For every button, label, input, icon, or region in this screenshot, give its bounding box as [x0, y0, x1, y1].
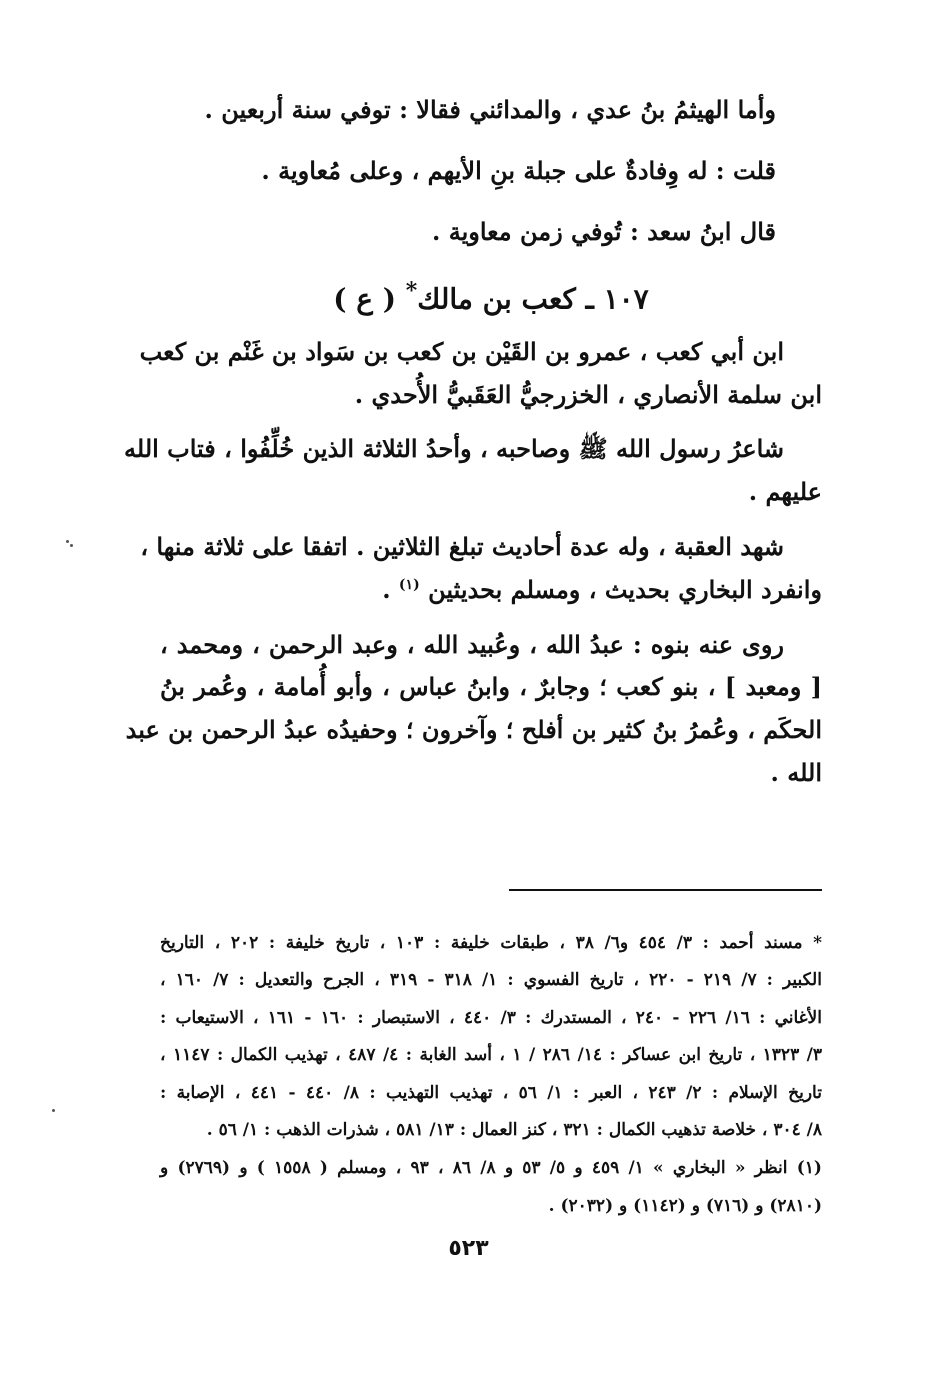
- footnote-ref: (١): [398, 576, 420, 593]
- notes-section: [160, 916, 822, 1224]
- footnote: [160, 1158, 822, 1216]
- intro-line: قال ابنُ سعد : تُوفي زمن معاوية .: [432, 216, 776, 246]
- entry-number: ١٠٧: [603, 282, 649, 316]
- paragraph-line: ابن سلمة الأنصاري ، الخزرجيُّ العَقَبيُّ الأُحدي .: [354, 379, 822, 409]
- intro-line: قلت : له وِفادةٌ على جبلة بنِ الأيهم ، وعلى مُعاوية .: [261, 155, 776, 185]
- paragraph-line: ابن أبي كعب ، عمرو بن القَيْن بن كعب بن سَواد بن غَنْم بن كعب: [139, 336, 784, 366]
- entry-siglum: ( ع ): [333, 282, 396, 316]
- paragraph-hadith: [140, 531, 822, 605]
- paragraph-line: روى عنه بنوه : عبدُ الله ، وعُبيد الله ، وعبد الرحمن ، ومحمد ،: [160, 629, 784, 659]
- source-note: [160, 933, 822, 1140]
- note-line: الأغاني : ١٦/ ٢٢٦ - ٢٤٠ ، المستدرك : ٣/ ٤٤٠ ، الاستبصار : ١٦٠ - ١٦١ ، الاستيعاب :: [160, 1007, 822, 1028]
- intro-section: [160, 96, 822, 246]
- note-line: * مسند أحمد : ٣/ ٤٥٤ و٦/ ٣٨ ، طبقات خليفة : ١٠٣ ، تاريخ خليفة : ٢٠٢ ، التاريخ: [160, 933, 822, 953]
- note-marker: *: [405, 278, 418, 305]
- paragraph-companion: [124, 434, 822, 507]
- entry-dash: ـ: [585, 282, 594, 316]
- note-line: الكبير : ٧/ ٢١٩ - ٢٢٠ ، تاريخ الفسوي : ١/ ٣١٨ - ٣١٩ ، الجرح والتعديل : ٧/ ١٦٠ ،: [160, 970, 822, 991]
- intro-line: وأما الهيثمُ بنُ عدي ، والمدائني فقالا : توفي سنة أربعين .: [204, 95, 776, 124]
- entry-name: كعب بن مالك: [417, 282, 576, 316]
- scan-speck: [66, 540, 69, 543]
- entry-heading: [160, 278, 822, 315]
- paragraph-line-text: وانفرد البخاري بحديث ، ومسلم بحديثين: [428, 574, 822, 604]
- paragraph-line: [160, 576, 822, 605]
- scan-speck: [70, 544, 73, 547]
- page-number: ٥٢٣: [448, 1236, 489, 1261]
- footnote-divider: [509, 889, 822, 891]
- note-line: ٨/ ٣٠٤ ، خلاصة تذهيب الكمال : ٣٢١ ، كنز العمال : ١٣/ ٥٨١ ، شذرات الذهب : ١/ ٥٦ .: [206, 1119, 822, 1140]
- note-line: ٣/ ١٣٢٣ ، تاريخ ابن عساكر : ١٤/ ٢٨٦ / ١ ، أسد الغابة : ٤/ ٤٨٧ ، تهذيب الكمال : ١١٤٧ ،: [160, 1045, 823, 1066]
- paragraph-lineage: [139, 336, 822, 410]
- paragraph-line-tail: .: [382, 574, 399, 604]
- paragraph-line: [ ومعبد ] ، بنو كعب ؛ وجابرٌ ، وابنُ عباس ، وأبو أُمامة ، وعُمر بنُ: [160, 672, 822, 702]
- footnote-line: (٢٨١٠) و (٧١٦) و (١١٤٢) و (٢٠٣٢) .: [548, 1195, 822, 1216]
- paragraph-line: الله .: [770, 757, 822, 787]
- footnote-line: (١) انظر « البخاري » ١/ ٤٥٩ و ٥/ ٥٣ و ٨/ ٨٦ ، ٩٣ ، ومسلم ( ١٥٥٨ ) و (٢٧٦٩) و: [160, 1158, 822, 1179]
- page-body: [124, 95, 823, 1216]
- scan-speck: [52, 1109, 55, 1112]
- paragraph-line: شهد العقبة ، وله عدة أحاديث تبلغ الثلاثين . اتفقا على ثلاثة منها ،: [140, 531, 784, 561]
- note-line: تاريخ الإسلام : ٢/ ٢٤٣ ، العبر : ١/ ٥٦ ، تهذيب التهذيب : ٨/ ٤٤٠ - ٤٤١ ، الإصابة :: [160, 1082, 822, 1103]
- paragraph-line: عليهم .: [748, 477, 822, 507]
- paragraph-line: شاعرُ رسول الله ﷺ وصاحبه ، وأحدُ الثلاثة الذين خُلِّفُوا ، فتاب الله: [124, 434, 784, 464]
- paragraph-line: الحكَم ، وعُمرُ بنُ كثير بن أفلح ؛ وآخرون ؛ وحفيدُه عبدُ الرحمن بن عبد: [125, 715, 822, 745]
- paragraph-narrators: [125, 629, 822, 788]
